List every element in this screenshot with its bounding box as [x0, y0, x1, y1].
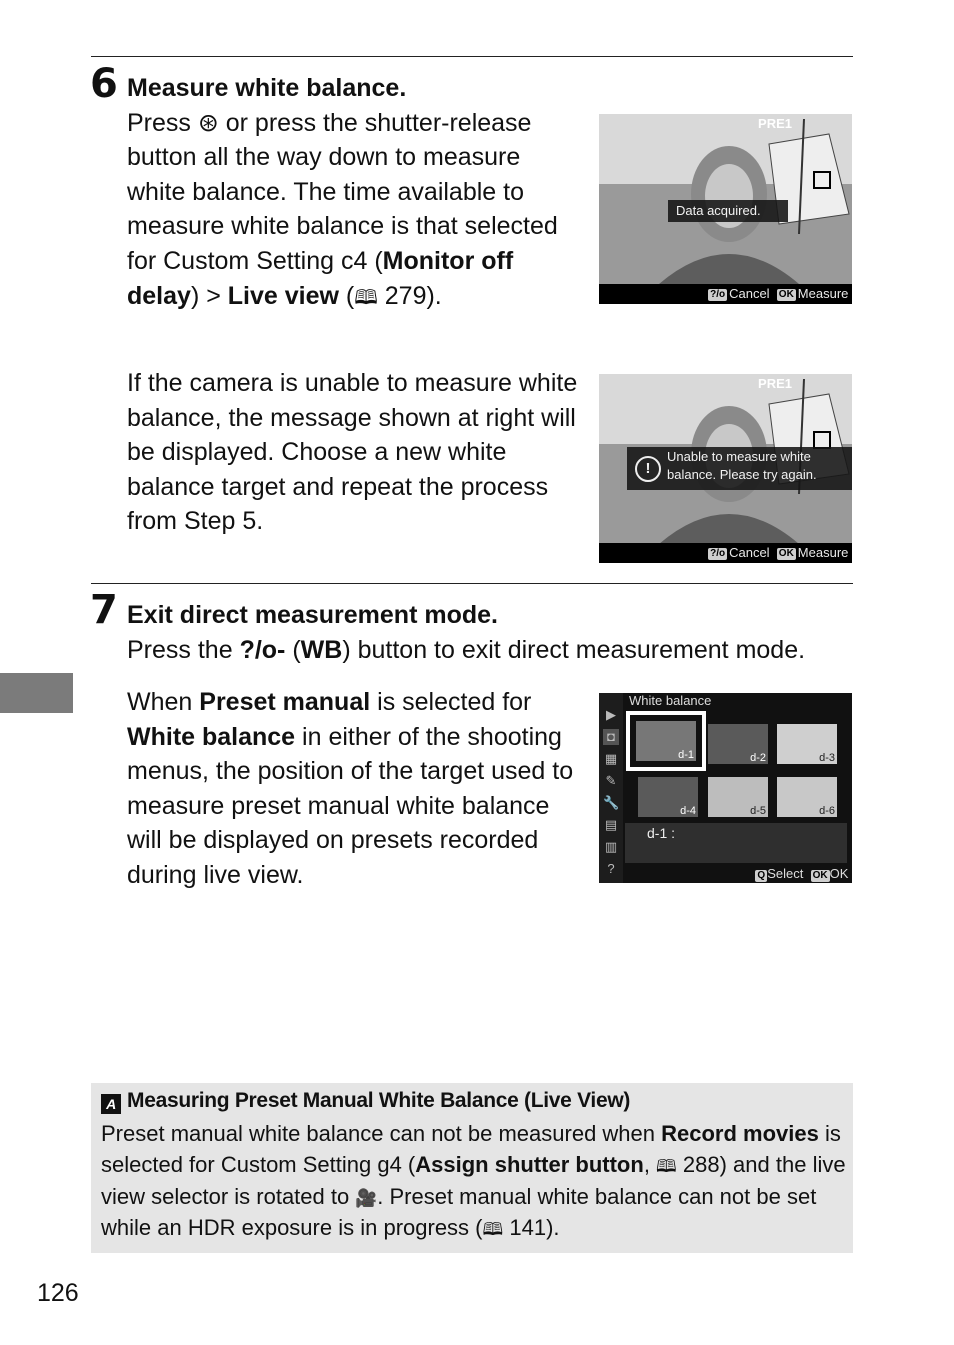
cancel-key-icon: ?/o	[710, 547, 726, 559]
preset-thumb-d6[interactable]: d-6	[777, 777, 837, 817]
note-box	[91, 1083, 853, 1253]
note-body: Preset manual white balance can not be measured when Record movies is selected for Custom Setting g4 (Assign shutter button, 🕮 288) and the live view selector is rotated to 🎥. Preset manual white balance can not be set while an HDR exposure is in progress (🕮 141).	[101, 1121, 846, 1241]
preset-thumb-d1[interactable]: d-1	[636, 721, 696, 761]
step-7-text	[127, 598, 857, 667]
step-6-paragraph: Press ⊛ or press the shutter-release button all the way down to measure white balance. The time available to measure white balance is that selected for Custom Setting c4 (Monitor off delay) > Live view (🕮 279).	[127, 108, 558, 310]
step-7-number: 7	[90, 587, 118, 633]
movie-menu-icon: ▦	[604, 751, 618, 766]
unable-to-measure-message: ! Unable to measure white balance. Please try again.	[627, 447, 852, 490]
page-number: 126	[37, 1279, 79, 1307]
ok-key-icon: OK	[812, 870, 828, 881]
chapter-tab	[0, 673, 73, 713]
note-title: A Measuring Preset Manual White Balance (Live View)	[101, 1089, 630, 1114]
help-icon: ?	[607, 861, 615, 876]
cancel-key-icon: ?/o	[710, 288, 726, 300]
step-6-text	[127, 71, 577, 315]
preset-thumb-d2[interactable]: d-2	[708, 724, 768, 764]
warning-icon: !	[635, 456, 661, 482]
live-view-photo	[599, 114, 852, 284]
step-7-heading: Exit direct measurement mode.	[127, 601, 498, 629]
ok-key-icon: OK	[778, 547, 794, 559]
step-7-paragraph-2: When Preset manual is selected for White balance in either of the shooting menus, the position of the target used to measure preset manual white balance will be displayed on presets recorded during live view.	[127, 688, 574, 889]
ok-button-icon: ⊛	[197, 108, 219, 137]
step-7-paragraph: Press the ?/o- (WB) button to exit direct measurement mode.	[127, 635, 806, 664]
note-icon: A	[101, 1094, 121, 1114]
wb-button-icon: ?/o-	[239, 635, 286, 664]
book-icon: 🕮	[482, 1219, 504, 1240]
pencil-icon: ✎	[605, 773, 617, 788]
wrench-icon: 🔧	[603, 795, 620, 810]
camera-screen-unable-to-measure	[599, 374, 852, 563]
step-6-number: 6	[90, 61, 118, 107]
preset-thumb-d5[interactable]: d-5	[708, 777, 768, 817]
menu-footer: Q Select OK OK	[757, 866, 849, 881]
retouch-icon: ▤	[604, 817, 618, 832]
menu-title: White balance	[629, 693, 712, 708]
white-balance-menu-screen	[599, 693, 852, 883]
step-6-heading: Measure white balance.	[127, 74, 407, 102]
my-menu-icon: ▥	[604, 839, 618, 854]
screen-1-footer: ?/o Cancel OK Measure	[599, 284, 852, 304]
step-6-paragraph-2: If the camera is unable to measure white balance, the message shown at right will be displayed. Choose a new white balance target and repeat the process from Step 5.	[127, 369, 578, 536]
book-icon: 🕮	[354, 286, 378, 309]
screen-2-footer: ?/o Cancel OK Measure	[599, 543, 852, 563]
preset-badge: PRE1	[758, 116, 792, 131]
preset-badge-2: PRE1	[758, 376, 792, 391]
playback-menu-icon: ▶	[606, 707, 616, 722]
preset-thumb-d3[interactable]: d-3	[777, 724, 837, 764]
ok-key-icon: OK	[778, 288, 794, 300]
preset-info-box: d-1 :	[625, 823, 847, 863]
data-acquired-message: Data acquired.	[668, 200, 788, 222]
movie-icon: 🎥	[355, 1187, 378, 1208]
zoom-key-icon: Q	[757, 870, 766, 881]
camera-menu-icon: ◘	[603, 729, 619, 745]
preset-thumb-d4[interactable]: d-4	[638, 777, 698, 817]
book-icon: 🕮	[656, 1155, 677, 1176]
camera-screen-data-acquired	[599, 114, 852, 304]
step7-rule	[91, 583, 853, 584]
top-rule	[91, 56, 853, 57]
